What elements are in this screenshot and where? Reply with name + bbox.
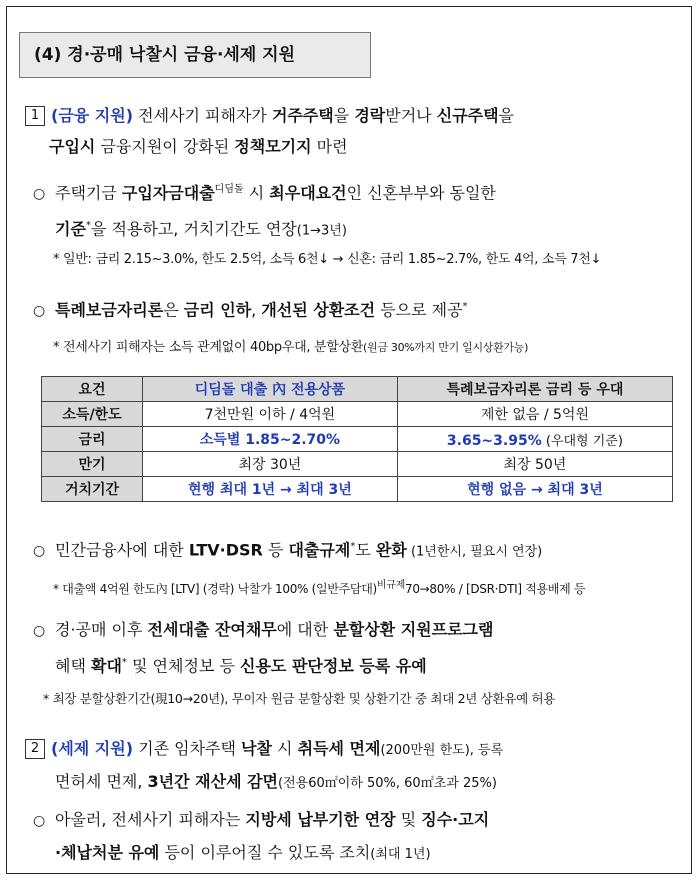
table-row [42, 477, 673, 502]
text: 신용도 판단정보 등록 유예 [240, 656, 427, 676]
text: 신규주택 [436, 106, 499, 125]
text: 금리 인하 [183, 300, 252, 320]
document-page [6, 6, 692, 874]
bullet-2 [7, 291, 700, 327]
text: 기준 [55, 219, 86, 239]
bullet-3 [7, 531, 700, 567]
text: 시 [243, 183, 270, 203]
text: 을 [333, 106, 355, 125]
text: 70→80% / [DSR·DTI] 적용배제 등 [404, 582, 586, 596]
table-row [42, 452, 673, 477]
text: 기존 임차주택 [133, 739, 242, 758]
text: 을 [498, 106, 514, 125]
text: ·체납처분 유예 [55, 843, 160, 862]
bullet-1 [7, 174, 700, 247]
bullet-marker: ○ [33, 186, 46, 203]
text: (원금 30%까지 만기 일시상환가능) [363, 341, 529, 354]
footnote-mark: * [462, 301, 468, 312]
table-row [42, 402, 673, 427]
superscript: 디딤돌 [214, 184, 244, 195]
row-label: 만기 [42, 452, 143, 477]
text: 개선된 상환조건 [261, 300, 376, 320]
table-cell: 최장 30년 [143, 452, 398, 477]
text: 최우대요건 [269, 183, 347, 203]
text: 분할상환 지원프로그램 [333, 620, 494, 639]
text: 혜택 [55, 656, 91, 676]
text: 경·공매 이후 [55, 620, 148, 639]
footnote-mark: * [350, 541, 356, 552]
text: 전세대출 잔여채무 [147, 620, 277, 639]
text: (200만원 한도), 등록 [380, 743, 504, 758]
section-1-line-1 [25, 100, 700, 131]
text: 받거나 [385, 106, 437, 125]
row-label: 소득/한도 [42, 402, 143, 427]
text: 아울러, 전세사기 피해자는 [55, 810, 246, 829]
note-1: * 일반: 금리 2.15~3.0%, 한도 2.5억, 소득 6천↓ → 신혼: 금리 1.85~2.7%, 한도 4억, 소득 7천↓ [53, 252, 602, 267]
table-cell [397, 477, 672, 502]
row-label: 금리 [42, 427, 143, 452]
text: (1→3년) [296, 223, 347, 239]
bullet-4 [7, 614, 700, 681]
text: 현행 없음 → 최대 3년 [467, 482, 603, 498]
text: 등으로 제공 [375, 300, 463, 320]
text: 완화 [375, 540, 407, 560]
text: 최장 50년 [503, 457, 567, 473]
row-label: 거치기간 [42, 477, 143, 502]
text: LTV·DSR [188, 540, 263, 560]
table-cell [397, 402, 672, 427]
text: 등이 이루어질 수 있도록 조치 [159, 843, 371, 862]
text: 경락 [354, 106, 386, 125]
text: 정책모기지 [234, 137, 312, 156]
text: 징수·고지 [421, 810, 490, 829]
text: 을 적용하고, 거치기간도 연장 [90, 219, 297, 239]
comparison-table [41, 376, 673, 502]
text: 낙찰 [241, 739, 272, 758]
text: 도 [355, 540, 376, 560]
text: 주택기금 [55, 183, 122, 203]
text: 및 [395, 810, 422, 829]
text: 지방세 납부기한 연장 [245, 810, 396, 829]
text: 민간금융사에 대한 [55, 540, 189, 560]
text: 확대 [91, 656, 122, 676]
text: (우대형 기준) [541, 433, 623, 449]
section-2 [7, 733, 700, 799]
text: 및 연체정보 등 [126, 656, 241, 676]
text: (1년한시, 필요시 연장) [406, 544, 543, 560]
text: 3.65~3.95% [446, 432, 542, 449]
section-2-tag: (세제 지원) [51, 739, 134, 758]
header-cell: 요건 [42, 377, 143, 402]
section-1-tag: (금융 지원) [51, 106, 134, 125]
bullet-marker: ○ [33, 303, 46, 320]
superscript: 비규제 [376, 580, 405, 591]
text: 면허세 면제, [55, 772, 148, 791]
text: 전세사기 피해자가 [133, 106, 272, 125]
section-2-number: 2 [25, 739, 45, 759]
text: 은 [163, 300, 184, 320]
section-1 [7, 100, 700, 162]
text: 에 대한 [276, 620, 334, 639]
text: (전용60㎡이하 50%, 60㎡초과 25%) [278, 776, 497, 791]
text: * 전세사기 피해자는 소득 관계없이 40bp우대, 분할상환 [53, 340, 364, 355]
table-header-row [42, 377, 673, 402]
text: * 대출액 4억원 한도內 [LTV] (경락) 낙찰가 100% (일반주담대) [53, 582, 377, 596]
table-cell: 소득별 1.85~2.70% [143, 427, 398, 452]
text: 금융지원이 강화된 [95, 137, 235, 156]
note-3 [7, 575, 700, 600]
table-cell [397, 452, 672, 477]
bullet-marker: ○ [33, 543, 46, 560]
text: 구입자금대출 [121, 183, 215, 203]
header-cell: 디딤돌 대출 內 전용상품 [143, 377, 398, 402]
note-2 [7, 337, 700, 359]
bullet-marker: ○ [33, 813, 46, 829]
table-cell: 7천만원 이하 / 4억원 [143, 402, 398, 427]
section-1-line-2 [25, 131, 700, 162]
text: 거주주택 [271, 106, 334, 125]
bullet-5 [7, 804, 700, 870]
text: 등 [262, 540, 289, 560]
section-1-number: 1 [25, 106, 45, 126]
text: 취득세 면제 [297, 739, 381, 758]
table-cell: 현행 최대 1년 → 최대 3년 [143, 477, 398, 502]
text: , [251, 300, 262, 320]
text: 대출규제 [288, 540, 351, 560]
text: 마련 [311, 137, 348, 156]
text: 특례보금자리론 [55, 300, 164, 320]
text: 시 [271, 739, 298, 758]
note-4: * 최장 분할상환기간(現10→20년), 무이자 원금 분할상환 및 상환기간 중 최대 2년 상환유예 허용 [43, 691, 556, 706]
footnote-mark: * [85, 220, 91, 232]
bullet-marker: ○ [33, 623, 46, 639]
text: 인 신혼부부와 동일한 [346, 183, 496, 203]
text: 구입시 [49, 137, 96, 156]
table-row [42, 427, 673, 452]
text: (최대 1년) [370, 847, 431, 862]
header-cell: 특례보금자리론 금리 등 우대 [397, 377, 672, 402]
footnote-mark: * [121, 657, 127, 668]
text: 제한 없음 / 5억원 [480, 407, 589, 423]
section-title: (4) 경·공매 낙찰시 금융·세제 지원 [19, 32, 371, 78]
table-cell [397, 427, 672, 452]
text: 3년간 재산세 감면 [147, 772, 279, 791]
